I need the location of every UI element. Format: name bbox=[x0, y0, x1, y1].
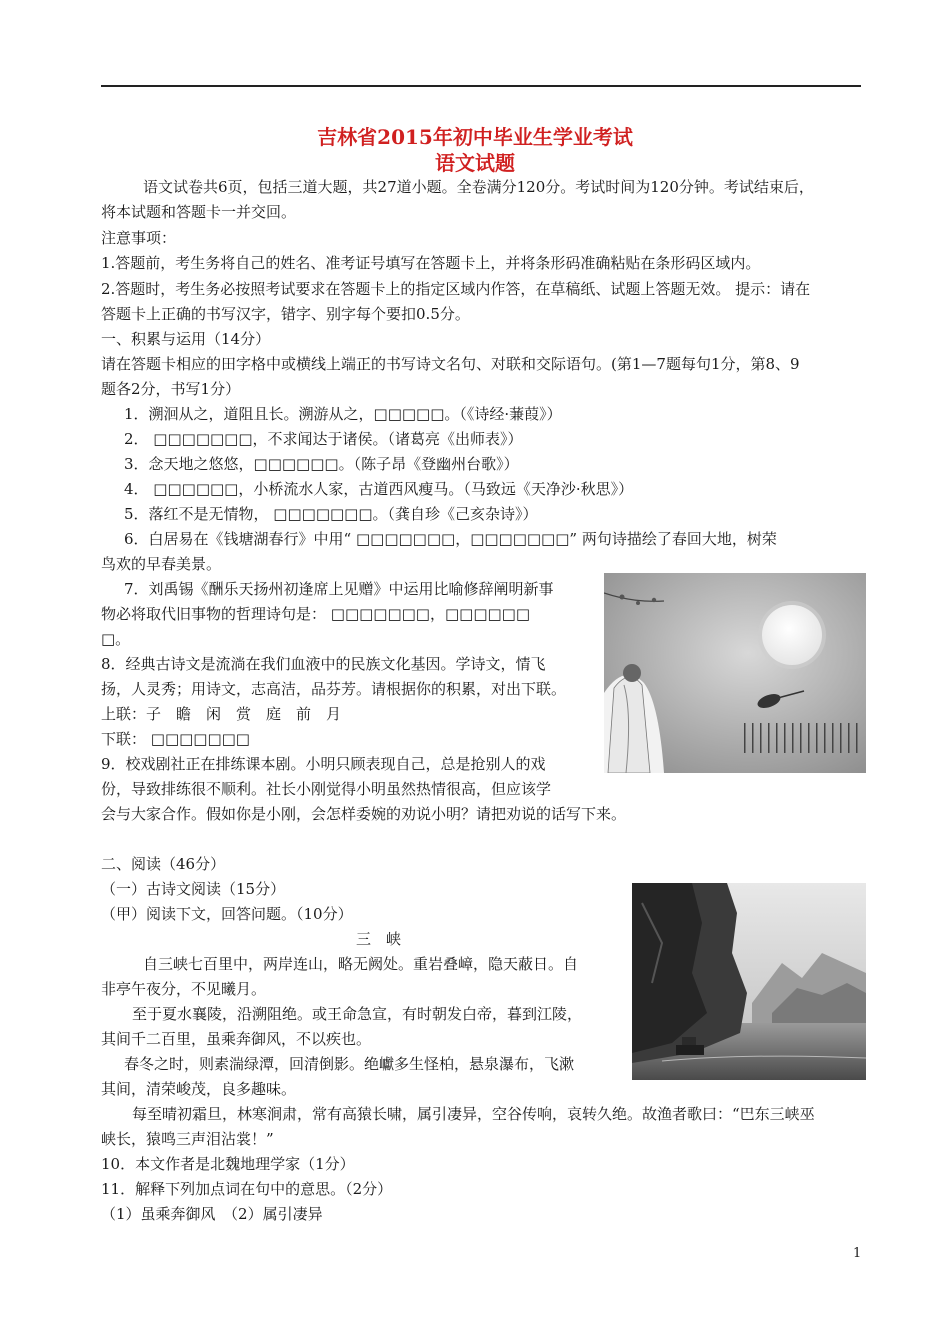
section-1-instruction-1: 请在答题卡相应的田字格中或横线上端正的书写诗文名句、对联和交际语句。(第1—7题每句1分，第8、9 bbox=[101, 355, 800, 373]
intro-line-1: 语文试卷共6页，包括三道大题，共27道小题。全卷满分120分。考试时间为120分钟。考试结束后， bbox=[143, 178, 814, 196]
question-11: 11．解释下列加点词在句中的意思。（2分） bbox=[101, 1180, 393, 1198]
passage-p2a: 至于夏水襄陵，沿溯阻绝。或王命急宣，有时朝发白帝，暮到江陵， bbox=[132, 1005, 583, 1023]
question-10: 10．本文作者是北魏地理学家（1分） bbox=[101, 1155, 355, 1173]
question-9c: 会与大家合作。假如你是小刚，会怎样委婉的劝说小明？请把劝说的话写下来。 bbox=[101, 805, 627, 823]
three-gorges-photo bbox=[632, 883, 866, 1080]
notice-2a: 2.答题时，考生务必按照考试要求在答题卡上的指定区域内作答，在草稿纸、试题上答题无效。 提示：请在 bbox=[101, 280, 811, 298]
question-6b: 鸟欢的早春美景。 bbox=[101, 555, 222, 573]
passage-title: 三 峡 bbox=[356, 930, 402, 948]
exam-subtitle: 语文试题 bbox=[435, 151, 515, 175]
question-4: 4． □□□□□□，小桥流水人家，古道西风瘦马。（马致远《天净沙·秋思》） bbox=[124, 480, 634, 498]
subsection-jia-heading: （甲）阅读下文，回答问题。（10分） bbox=[101, 905, 353, 923]
couplet-lower: 下联： □□□□□□□ bbox=[101, 730, 250, 748]
passage-p1a: 自三峡七百里中，两岸连山，略无阙处。重岩叠嶂，隐天蔽日。自 bbox=[143, 955, 579, 973]
header-rule bbox=[101, 85, 861, 87]
page-number: 1 bbox=[853, 1246, 862, 1261]
intro-line-2: 将本试题和答题卡一并交回。 bbox=[101, 203, 297, 221]
passage-p3b: 其间，清荣峻茂，良多趣味。 bbox=[101, 1080, 297, 1098]
passage-p3a: 春冬之时，则素湍绿潭，回清倒影。绝巘多生怪柏，悬泉瀑布，飞漱 bbox=[124, 1055, 575, 1073]
section-2-heading: 二、阅读（46分） bbox=[101, 855, 226, 873]
couplet-upper: 上联：子 瞻 闲 赏 庭 前 月 bbox=[101, 705, 342, 723]
question-5: 5．落红不是无情物， □□□□□□□。（龚自珍《己亥杂诗》） bbox=[124, 505, 538, 523]
question-2: 2． □□□□□□□，不求闻达于诸侯。（诸葛亮《出师表》） bbox=[124, 430, 523, 448]
question-3: 3．念天地之悠悠，□□□□□□。（陈子昂《登幽州台歌》） bbox=[124, 455, 519, 473]
question-8b: 扬，人灵秀；用诗文，志高洁，品芬芳。请根据你的积累，对出下联。 bbox=[101, 680, 567, 698]
question-6a: 6．白居易在《钱塘湖春行》中用“ □□□□□□□，□□□□□□□” 两句诗描绘了春回大地，树荣 bbox=[124, 530, 777, 548]
question-9b: 份，导致排练很不顺利。社长小刚觉得小明虽然热情很高，但应该学 bbox=[101, 780, 552, 798]
question-7a: 7．刘禹锡《酬乐天扬州初逢席上见赠》中运用比喻修辞阐明新事 bbox=[124, 580, 554, 598]
notice-2b: 答题卡上正确的书写汉字，错字、别字每个要扣0.5分。 bbox=[101, 305, 470, 323]
passage-p1b: 非亭午夜分，不见曦月。 bbox=[101, 980, 267, 998]
passage-p2b: 其间千二百里，虽乘奔御风，不以疾也。 bbox=[101, 1030, 372, 1048]
subsection-1-heading: （一）古诗文阅读（15分） bbox=[101, 880, 286, 898]
question-8a: 8．经典古诗文是流淌在我们血液中的民族文化基因。学诗文，情飞 bbox=[101, 655, 546, 673]
notice-1: 1.答题前，考生务将自己的姓名、准考证号填写在答题卡上，并将条形码准确粘贴在条形码区域内。 bbox=[101, 254, 761, 272]
section-1-heading: 一、积累与运用（14分） bbox=[101, 330, 271, 348]
question-7b: 物必将取代旧事物的哲理诗句是： □□□□□□□，□□□□□□ bbox=[101, 605, 531, 623]
section-1-instruction-2: 题各2分，书写1分） bbox=[101, 380, 241, 398]
exam-title: 吉林省2015年初中毕业生学业考试 bbox=[317, 125, 633, 149]
passage-p4a: 每至晴初霜旦，林寒涧肃，常有高猿长啸，属引凄异，空谷传响，哀转久绝。故渔者歌曰：“巴东三峡巫 bbox=[132, 1105, 815, 1123]
question-9a: 9．校戏剧社正在排练课本剧。小明只顾表现自己，总是抢别人的戏 bbox=[101, 755, 546, 773]
passage-p4b: 峡长，猿鸣三声泪沾裳！” bbox=[101, 1130, 274, 1148]
question-7c: □。 bbox=[101, 630, 131, 648]
poet-moon-illustration bbox=[604, 573, 866, 773]
notice-label: 注意事项： bbox=[101, 229, 177, 247]
question-1: 1．溯洄从之，道阻且长。溯游从之，□□□□□。（《诗经·蒹葭》） bbox=[124, 405, 562, 423]
question-11-items: （1）虽乘奔御风 （2）属引凄异 bbox=[101, 1205, 323, 1223]
